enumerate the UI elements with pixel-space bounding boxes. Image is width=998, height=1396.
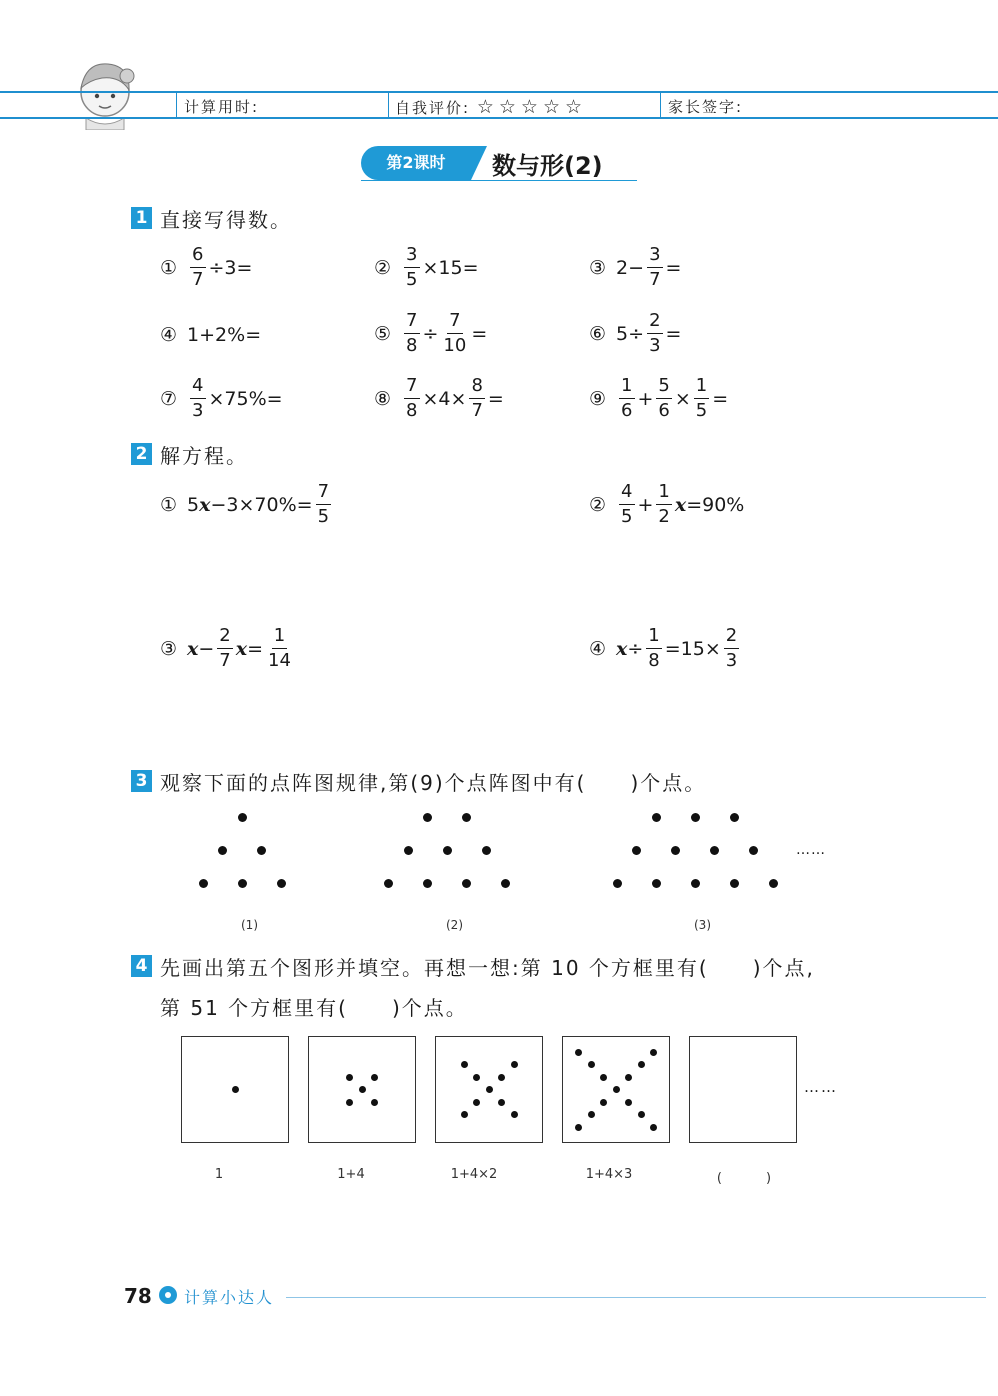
box-dot — [473, 1099, 480, 1106]
header-divider — [388, 92, 389, 118]
pattern-dot — [691, 879, 700, 888]
pattern-caption: (1) — [241, 918, 258, 932]
pattern-dot — [730, 813, 739, 822]
box-dot — [371, 1099, 378, 1106]
problem-1-5: ⑤ $\frac{7}{8}$ ÷ $\frac{7}{10}$ = — [374, 310, 488, 356]
figure-caption: 1+4×2 — [450, 1167, 498, 1182]
pattern-dot — [671, 846, 680, 855]
section-text-line2: 第 51 个方框里有( )个点。 — [160, 996, 468, 1020]
pattern-dot — [384, 879, 393, 888]
pattern-dot — [277, 879, 286, 888]
box-dot — [600, 1099, 607, 1106]
pattern-dot — [769, 879, 778, 888]
pattern-dot — [404, 846, 413, 855]
box-dot — [511, 1111, 518, 1118]
box-dot — [346, 1099, 353, 1106]
pattern-dot — [749, 846, 758, 855]
pattern-caption: (3) — [694, 918, 711, 932]
equation-2-1: ① 5 x −3×70%= $\frac{7}{5}$ — [160, 481, 330, 527]
box-dot — [625, 1074, 632, 1081]
box-dot — [359, 1086, 366, 1093]
box-dot — [511, 1061, 518, 1068]
section-number: 3 — [131, 770, 152, 792]
pattern-dot — [632, 846, 641, 855]
section-number: 4 — [131, 955, 152, 977]
box-dot — [638, 1111, 645, 1118]
ellipsis: …… — [804, 1078, 838, 1096]
pattern-dot — [423, 879, 432, 888]
pattern-dot — [462, 813, 471, 822]
box-dot — [346, 1074, 353, 1081]
pattern-dot — [238, 813, 247, 822]
pattern-dot — [199, 879, 208, 888]
page-number: 78 — [124, 1284, 152, 1308]
pattern-dot — [613, 879, 622, 888]
box-dot — [473, 1074, 480, 1081]
header-top-line — [0, 91, 998, 93]
equation-2-2: ② $\frac{4}{5}$ + $\frac{1}{2}$ x =90% — [589, 481, 745, 527]
problem-1-2: ② $\frac{3}{5}$ ×15= — [374, 244, 479, 290]
footer-bullet-icon — [159, 1286, 177, 1304]
pattern-dot — [257, 846, 266, 855]
box-dot — [600, 1074, 607, 1081]
figure-caption: 1+4 — [337, 1167, 365, 1182]
box-dot — [486, 1086, 493, 1093]
pattern-dot — [652, 813, 661, 822]
figure-caption: 1 — [214, 1167, 224, 1182]
time-label: 计算用时: — [184, 98, 260, 116]
equation-2-4: ④ x ÷ $\frac{1}{8}$ =15× $\frac{2}{3}$ — [589, 625, 738, 671]
footer-line — [286, 1297, 986, 1298]
parent-sign-label: 家长签字: — [668, 98, 744, 116]
box-dot — [613, 1086, 620, 1093]
box-dot — [588, 1111, 595, 1118]
problem-1-3: ③ 2− $\frac{3}{7}$ = — [589, 244, 682, 290]
self-eval — [395, 96, 587, 118]
pattern-dot — [691, 813, 700, 822]
section-title: 解方程。 — [160, 444, 248, 468]
self-eval-label: 自我评价: — [395, 99, 471, 117]
problem-1-4: ④ 1+2%= — [160, 324, 262, 346]
box-dot — [575, 1049, 582, 1056]
box-dot — [498, 1099, 505, 1106]
figure-caption-blank: ( ) — [716, 1171, 778, 1186]
problem-1-1: ① $\frac{6}{7}$ ÷3= — [160, 244, 253, 290]
box-dot — [371, 1074, 378, 1081]
pattern-dot — [482, 846, 491, 855]
pattern-dot — [501, 879, 510, 888]
section-text-line1: 先画出第五个图形并填空。再想一想:第 10 个方框里有( )个点, — [160, 956, 815, 980]
box-dot — [461, 1061, 468, 1068]
box-dot — [232, 1086, 239, 1093]
section-number: 2 — [131, 443, 152, 465]
section-title: 观察下面的点阵图规律,第(9)个点阵图中有( )个点。 — [160, 771, 707, 795]
box-dot — [638, 1061, 645, 1068]
title-underline — [361, 180, 637, 181]
problem-1-8: ⑧ $\frac{7}{8}$ ×4× $\frac{8}{7}$ = — [374, 375, 504, 421]
box-dot — [498, 1074, 505, 1081]
pattern-dot — [710, 846, 719, 855]
lesson-tag: 第2课时 — [361, 146, 471, 180]
problem-1-7: ⑦ $\frac{4}{3}$ ×75%= — [160, 375, 283, 421]
box-dot — [650, 1049, 657, 1056]
figure-caption: 1+4×3 — [585, 1167, 633, 1182]
pattern-dot — [730, 879, 739, 888]
pattern-dot — [652, 879, 661, 888]
lesson-title: 数与形(2) — [492, 152, 603, 180]
box-dot — [625, 1099, 632, 1106]
rating-stars[interactable]: ☆☆☆☆☆ — [476, 96, 588, 118]
pattern-caption: (2) — [446, 918, 463, 932]
box-dot — [650, 1124, 657, 1131]
pattern-dot — [238, 879, 247, 888]
header-divider — [176, 92, 177, 118]
pattern-dot — [462, 879, 471, 888]
box-dot — [575, 1124, 582, 1131]
problem-1-9: ⑨ $\frac{1}{6}$ + $\frac{5}{6}$ × $\frac{1}{5}$ = — [589, 375, 729, 421]
section-title: 直接写得数。 — [160, 208, 292, 232]
problem-1-6: ⑥ 5÷ $\frac{2}{3}$ = — [589, 310, 682, 356]
ellipsis: …… — [796, 842, 826, 858]
section-number: 1 — [131, 207, 152, 229]
pattern-dot — [443, 846, 452, 855]
header-divider — [660, 92, 661, 118]
pattern-dot — [218, 846, 227, 855]
box-dot — [588, 1061, 595, 1068]
pattern-dot — [423, 813, 432, 822]
figure-box-5-blank[interactable] — [689, 1036, 797, 1143]
equation-2-3: ③ x − $\frac{2}{7}$ x = $\frac{1}{14}$ — [160, 625, 291, 671]
book-name: 计算小达人 — [184, 1288, 275, 1307]
box-dot — [461, 1111, 468, 1118]
